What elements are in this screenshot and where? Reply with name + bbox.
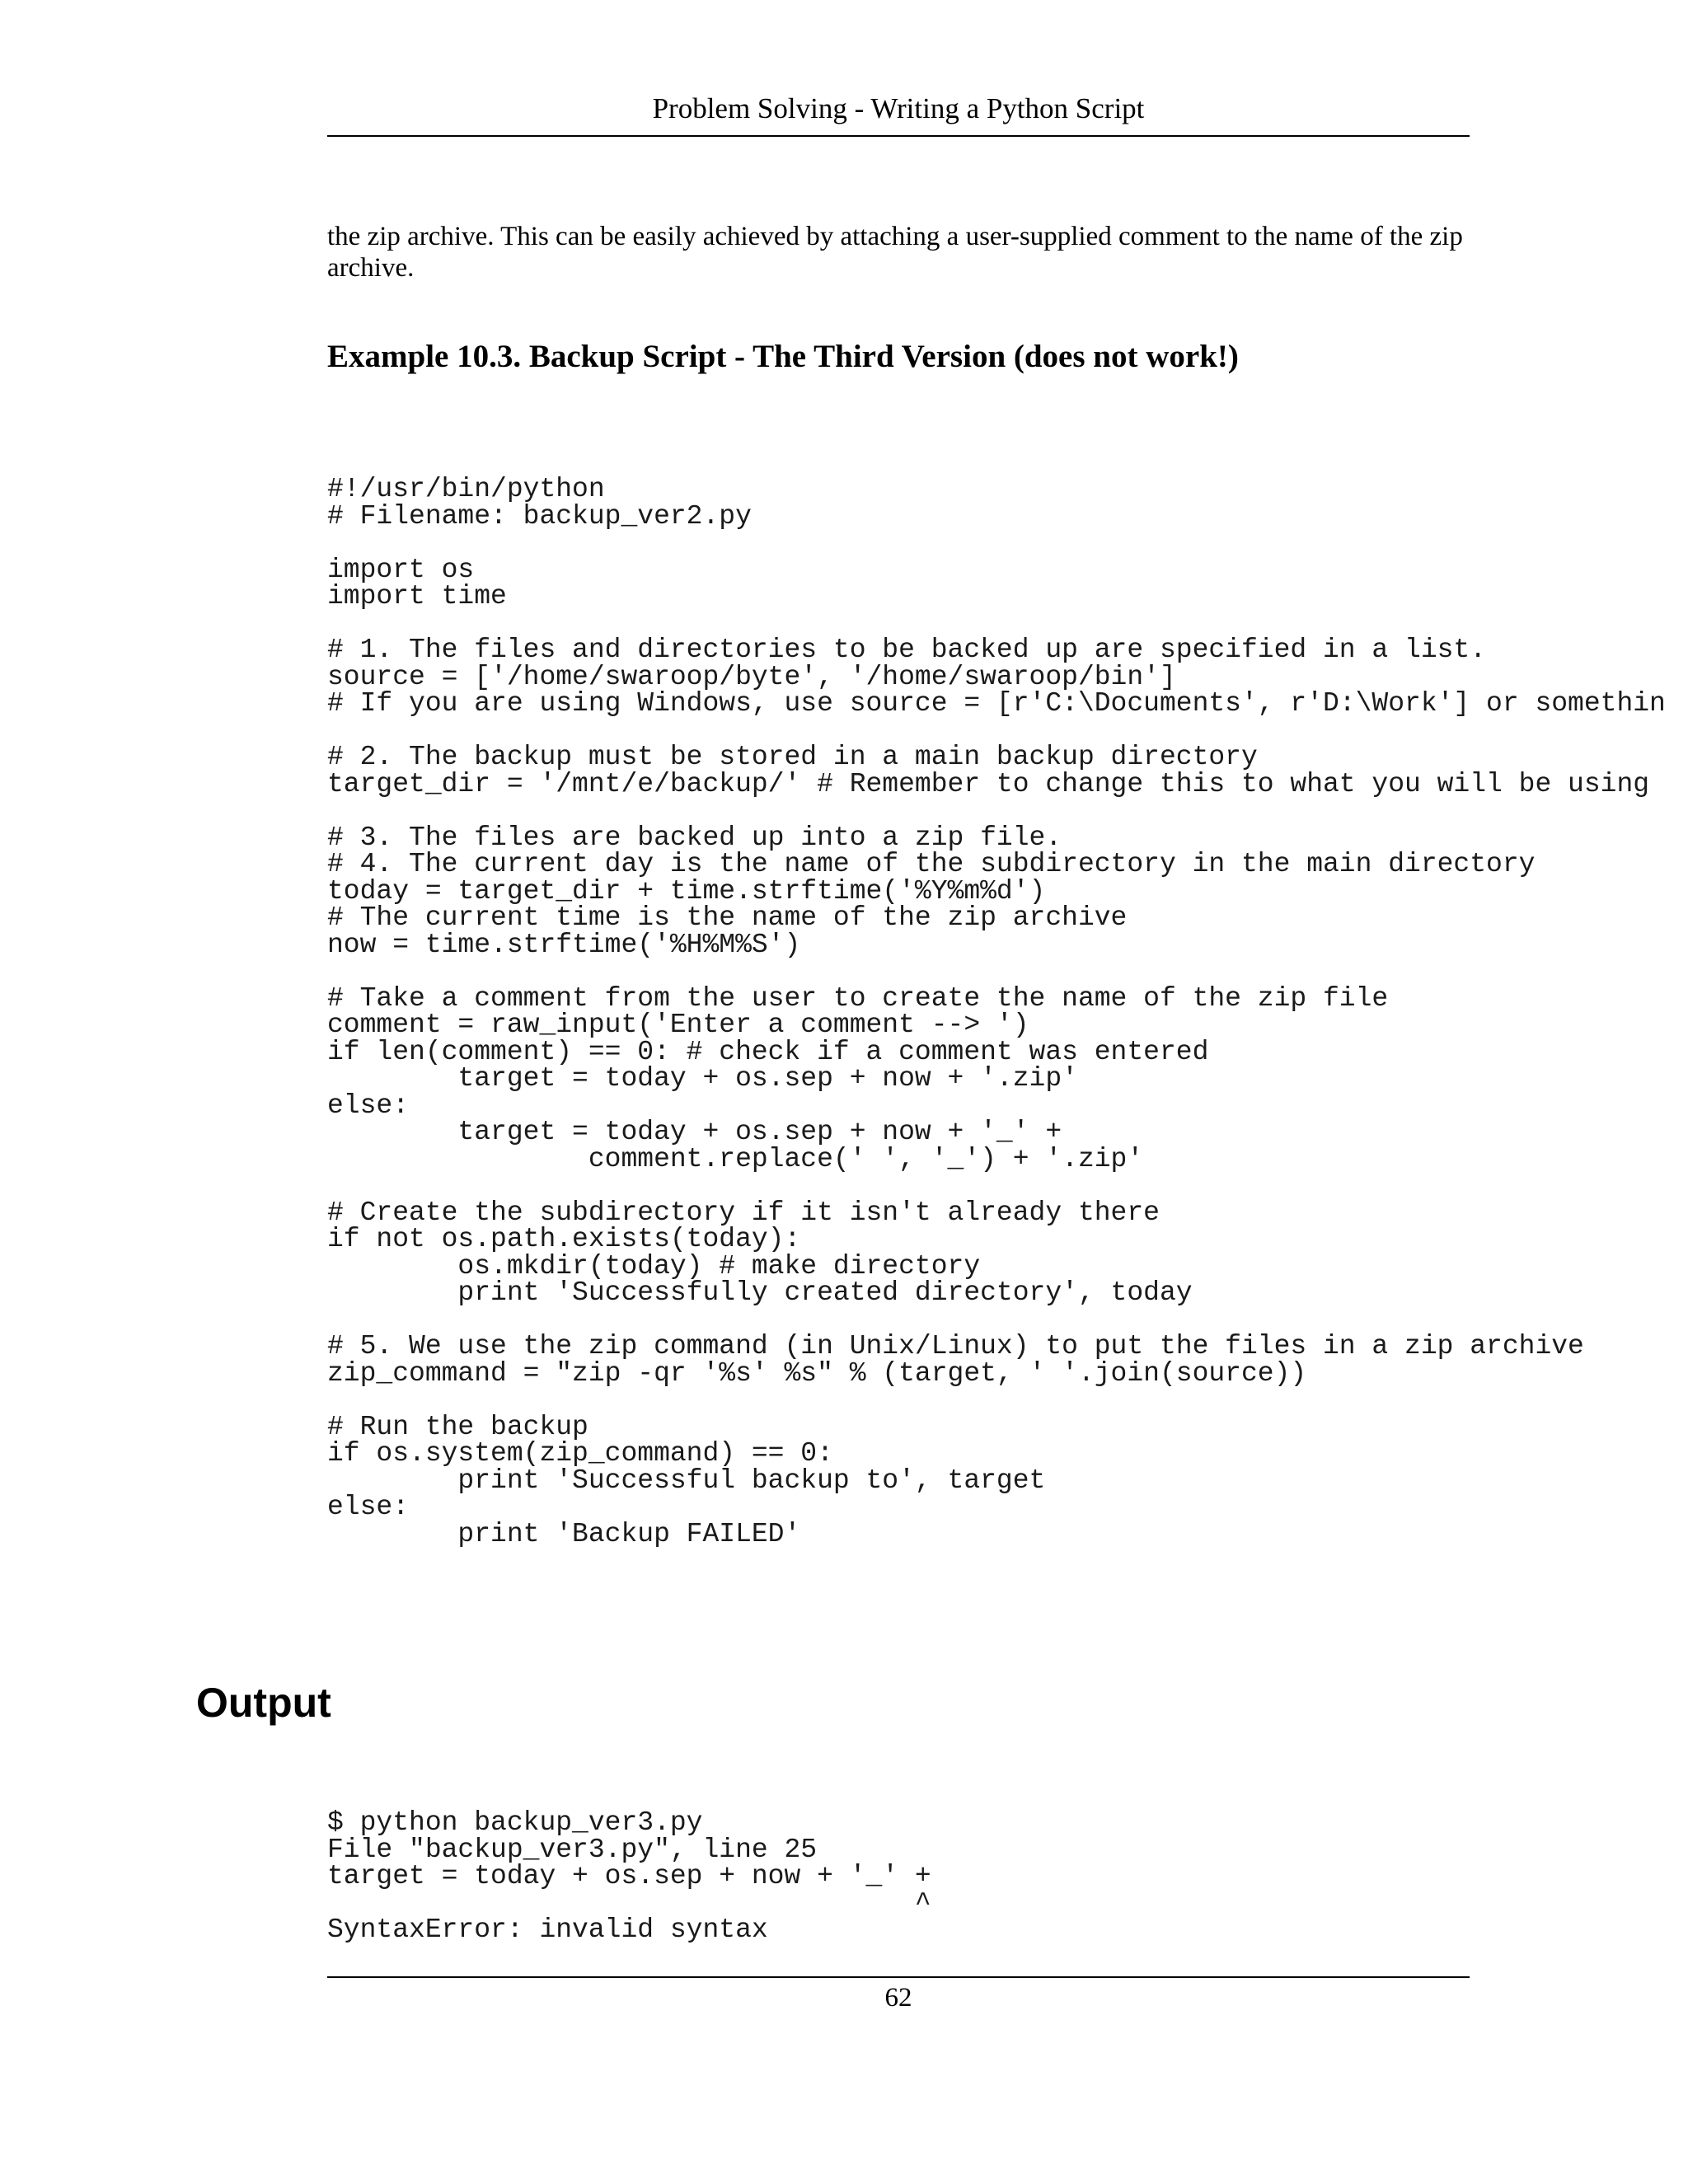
header-rule xyxy=(327,135,1470,137)
example-title: Example 10.3. Backup Script - The Third Version (does not work!) xyxy=(327,339,1239,374)
intro-paragraph: the zip archive. This can be easily achieved by attaching a user-supplied comment to the name of the zip archive. xyxy=(327,222,1463,283)
footer-rule xyxy=(327,1976,1470,1978)
output-heading: Output xyxy=(196,1680,331,1726)
output-listing: $ python backup_ver3.py File "backup_ver3.py", line 25 target = today + os.sep + now + '_' + ^ SyntaxError: invalid syntax xyxy=(327,1807,931,1945)
page-number: 62 xyxy=(884,1983,912,2013)
code-listing: #!/usr/bin/python # Filename: backup_ver2.py import os import time # 1. The files and directories to be backed up are specified in a list. source = ['/home/swaroop/byte', '/home/swaroop/bin'] # If you are using Windows, use source = [r'C:\Documents', r'D:\Work'] or somethin # 2. The backup must be stored in a main backup directory target_dir = '/mnt/e/backup/' # Remember to change this to what you will be using # 3. The files are backed up into a zip file. # 4. The current day is the name of the subdirectory in the main directory today = target_dir + time.strftime('%Y%m%d') # The current time is the name of the zip archive now = time.strftime('%H%M%S') # Take a comment from the user to create the name of the zip file comment = raw_input('Enter a comment --> ') if len(comment) == 0: # check if a comment was entered target = today + os.sep + now + '.zip' else: target = today + os.sep + now + '_' + comment.replace(' ', '_') + '.zip' # Create the subdirectory if it isn't already there if not os.path.exists(today): os.mkdir(today) # make directory print 'Successfully created directory', today # 5. We use the zip command (in Unix/Linux) to put the files in a zip archive zip_command = "zip -qr '%s' %s" % (target, ' '.join(source)) # Run the backup if os.system(zip_command) == 0: print 'Successful backup to', target else: print 'Backup FAILED' xyxy=(327,476,1666,1548)
running-header: Problem Solving - Writing a Python Script xyxy=(652,92,1145,124)
